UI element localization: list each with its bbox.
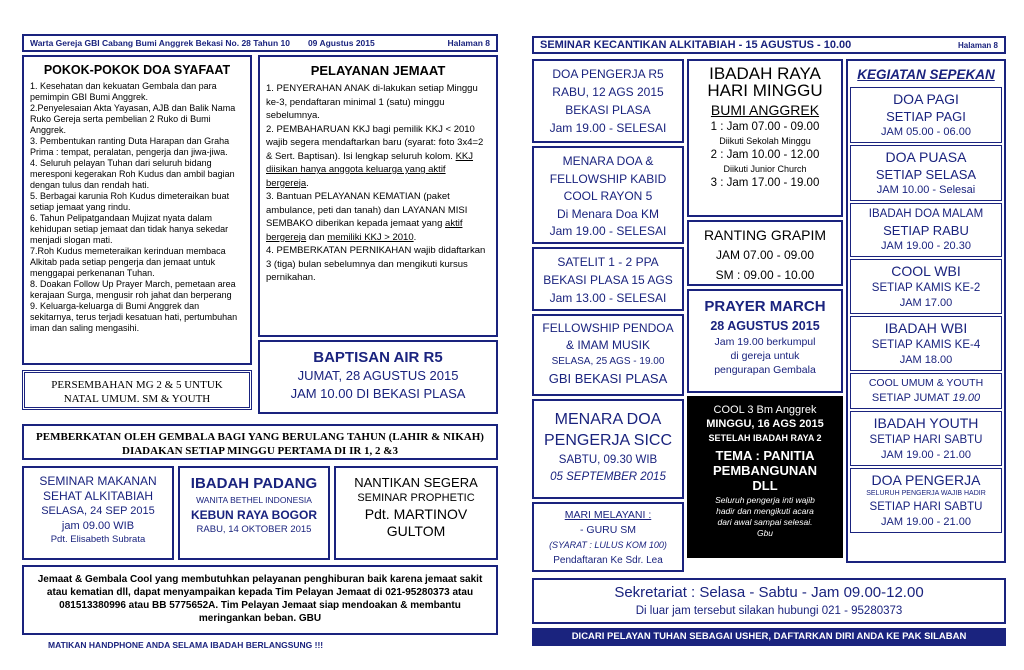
doa-pagi-item: DOA PAGI SETIAP PAGI JAM 05.00 - 06.00 (850, 87, 1002, 143)
list-item: 8. Doakan Follow Up Prayer March, pemetaan area kerajaan Surga, mengusir roh jahat dan berperang (30, 279, 236, 300)
mari-melayani-box (532, 502, 684, 572)
ibadah-padang-place: KEBUN RAYA BOGOR (190, 508, 318, 522)
seminar-makanan-title-1: SEMINAR MAKANAN (39, 474, 157, 488)
doa-pengerja-r5-l4: Jam 19.00 - SELESAI (549, 121, 667, 135)
ibadah-padang-org: WANITA BETHEL INDONESIA (196, 495, 312, 505)
ibadah-raya-box (687, 59, 843, 217)
mari-l3: (SYARAT : LULUS KOM 100) (549, 540, 667, 550)
usher-footer (532, 628, 1006, 646)
ibadah-raya-t3: BUMI ANGGREK (710, 102, 820, 118)
doa-pengerja-r5-l2: RABU, 12 AGS 2015 (552, 85, 664, 99)
pemberkatan-text: PEMBERKATAN OLEH GEMBALA BAGI YANG BERULANG TAHUN (LAHIR & NIKAH) DIADAKAN SETIAP MINGGU PERTAMA DI IR 1, 2 &3 (36, 431, 484, 457)
ibadah-raya-s1: 1 : Jam 07.00 - 09.00 (710, 121, 820, 133)
cool3-n1: Seluruh pengerja inti wajib (715, 495, 815, 505)
mari-l1: MARI MELAYANI : (564, 509, 652, 521)
list-item: 7.Roh Kudus memeteraikan kerinduan membaca Alkitab pada setiap pengerja dan jemaat untuk menggapai perkenanan Tuhan. (30, 246, 226, 278)
ibadah-padang-title: IBADAH PADANG (190, 475, 318, 492)
newsletter-title: Warta Gereja GBI Cabang Bumi Anggrek Bekasi No. 28 Tahun 10 (30, 38, 290, 48)
ranting-l1: JAM 07.00 - 09.00 (715, 248, 815, 262)
baptisan-title: BAPTISAN AIR R5 (313, 349, 443, 366)
fellowship-pendoa-l4: GBI BEKASI PLASA (548, 371, 668, 386)
seminar-makanan-title-2: SEHAT ALKITABIAH (42, 489, 154, 503)
sekretariat-l2: Di luar jam tersebut silakan hubungi 021 - 95280373 (635, 605, 903, 617)
sekretariat-box (532, 578, 1006, 624)
prayer-march-l1: Jam 19.00 berkumpul (714, 336, 816, 348)
ibadah-wbi-item: IBADAH WBI SETIAP KAMIS KE-4 JAM 18.00 (850, 316, 1002, 371)
doa-malam-item: IBADAH DOA MALAM SETIAP RABU JAM 19.00 - 20.30 (850, 203, 1002, 257)
menara-kabid-l2: FELLOWSHIP KABID (549, 171, 667, 186)
cool3-box (687, 396, 843, 558)
doa-pengerja-r5-box (532, 59, 684, 143)
menara-sicc-l3: SABTU, 09.30 WIB (558, 454, 658, 466)
list-item: 3. Pembentukan ranting Duta Harapan dan Graha Prima : tempat, peralatan, pengerja dan jiwa-jiwa. (30, 136, 230, 157)
ranting-l2: SM : 09.00 - 10.00 (715, 268, 815, 282)
kegiatan-sepekan-box (846, 59, 1006, 563)
menara-sicc-l1: MENARA DOA (554, 411, 662, 428)
kegiatan-title: KEGIATAN SEPEKAN (857, 67, 995, 82)
left-footer (48, 640, 323, 650)
nantikan-box (334, 466, 498, 560)
nantikan-title: NANTIKAN SEGERA (354, 475, 478, 490)
menara-sicc-box (532, 399, 684, 499)
ibadah-padang-date: RABU, 14 OKTOBER 2015 (196, 524, 312, 535)
persembahan-box (22, 370, 252, 410)
cool3-n3: dari awal sampai selesai. (717, 517, 813, 527)
seminar-makanan-date: SELASA, 24 SEP 2015 (41, 505, 155, 517)
ibadah-padang-box (178, 466, 330, 560)
ibadah-raya-s2n: Diikuti Junior Church (723, 164, 807, 174)
pelayanan-jemaat-box (258, 55, 498, 337)
baptisan-box (258, 340, 498, 414)
left-header (22, 34, 498, 52)
seminar-kecantikan-banner: SEMINAR KECANTIKAN ALKITABIAH - 15 AGUSTUS - 10.00 (540, 39, 852, 51)
list-item: 1. Kesehatan dan kekuatan Gembala dan para pemimpin GBI Bumi Anggrek. (30, 81, 217, 102)
nantikan-name-1: Pdt. MARTINOV (364, 506, 468, 522)
handphone-notice: MATIKAN HANDPHONE ANDA SELAMA IBADAH BERLANGSUNG !!! (48, 640, 324, 650)
fellowship-pendoa-l2: & IMAM MUSIK (565, 338, 650, 352)
ibadah-youth-item: IBADAH YOUTH SETIAP HARI SABTU JAM 19.00 - 21.00 (850, 411, 1002, 466)
prayer-march-l3: pengurapan Gembala (714, 364, 816, 376)
doa-puasa-item: DOA PUASA SETIAP SELASA JAM 10.00 - Selesai (850, 145, 1002, 201)
pelayanan-item-3: 3. Bantuan PELAYANAN KEMATIAN (paket ambulance, peti dan tanah) dan LAYANAN MISI SEMBAKO diberikan kepada jemaat yang aktif bergereja dan memiliki KKJ > 2010. (266, 191, 468, 243)
fellowship-pendoa-l3: SELASA, 25 AGS - 19.00 (551, 356, 665, 367)
list-item: 5. Berbagai karunia Roh Kudus dimeteraikan buat setiap jemaat yang rindu. (30, 191, 230, 212)
right-header (532, 36, 1006, 54)
prayer-march-date: 28 AGUSTUS 2015 (710, 319, 820, 333)
page-number: Halaman 8 (447, 38, 490, 48)
right-page-number: Halaman 8 (957, 40, 998, 50)
satelit-box (532, 247, 684, 311)
cool3-l3: SETELAH IBADAH RAYA 2 (708, 433, 822, 443)
cool3-t2: PEMBANGUNAN (713, 463, 817, 478)
menara-kabid-l1: MENARA DOA & (562, 154, 654, 168)
sekretariat-l1: Sekretariat : Selasa - Sabtu - Jam 09.00-12.00 (614, 584, 924, 601)
prayer-march-box (687, 289, 843, 393)
persembahan-text: PERSEMBAHAN MG 2 & 5 UNTUK NATAL UMUM. SM & YOUTH (51, 379, 223, 405)
cool3-t1: TEMA : PANITIA (715, 448, 815, 463)
menara-kabid-l3: COOL RAYON 5 (563, 189, 653, 203)
fellowship-pendoa-box (532, 314, 684, 396)
menara-kabid-box (532, 146, 684, 244)
fellowship-pendoa-l1: FELLOWSHIP PENDOA (542, 321, 674, 335)
ibadah-raya-t2: HARI MINGGU (707, 81, 823, 100)
menara-sicc-l4: 05 SEPTEMBER 2015 (550, 471, 666, 483)
seminar-makanan-speaker: Pdt. Elisabeth Subrata (50, 534, 146, 545)
ibadah-raya-s2: 2 : Jam 10.00 - 12.00 (710, 149, 820, 161)
ibadah-raya-s1n: Diikuti Sekolah Minggu (719, 136, 811, 146)
seminar-makanan-box (22, 466, 174, 560)
doa-pengerja-r5-l1: DOA PENGERJA R5 (552, 67, 664, 81)
newsletter-date: 09 Agustus 2015 (307, 38, 375, 48)
prayer-march-title: PRAYER MARCH (704, 298, 826, 315)
satelit-l1: SATELIT 1 - 2 PPA (557, 255, 659, 269)
nantikan-name-2: GULTOM (386, 523, 446, 539)
seminar-makanan-time: jam 09.00 WIB (61, 520, 135, 532)
prayer-march-l2: di gereja untuk (730, 350, 800, 362)
cool3-l1: COOL 3 Bm Anggrek (713, 404, 817, 416)
baptisan-time: JAM 10.00 DI BEKASI PLASA (290, 386, 466, 401)
doa-pengerja-r5-l3: BEKASI PLASA (565, 103, 651, 117)
mari-l4: Pendaftaran Ke Sdr. Lea (553, 555, 663, 566)
pemberkatan-box (22, 424, 498, 460)
cool3-t3: DLL (752, 478, 778, 493)
menara-kabid-l5: Jam 19.00 - SELESAI (549, 224, 667, 238)
doa-syafaat-list (30, 81, 244, 334)
satelit-l2: BEKASI PLASA 15 AGS (543, 273, 673, 287)
menara-kabid-l4: Di Menara Doa KM (556, 206, 660, 221)
mari-l2: - GURU SM (580, 524, 636, 536)
pelayanan-title-text: PELAYANAN JEMAAT (310, 63, 446, 78)
list-item: 9. Keluarga-keluarga di Bumi Anggrek dan sekitarnya, terus terjadi kesatuan hati, pertumbuhan iman dan saling mengasihi. (30, 301, 238, 333)
menara-sicc-l2: PENGERJA SICC (543, 432, 673, 449)
doa-pengerja-item: DOA PENGERJA SELURUH PENGERJA WAJIB HADIR SETIAP HARI SABTU JAM 19.00 - 21.00 (850, 468, 1002, 533)
list-item: 6. Tahun Pelipatgandaan Mujizat nyata dalam kehidupan setiap jemaat dan tidak hanya sekedar menjadi slogan mati. (30, 213, 229, 245)
cool3-n4: Gbu (756, 528, 774, 538)
cool-umum-item: COOL UMUM & YOUTH SETIAP JUMAT 19.00 (850, 373, 1002, 409)
cool3-n2: hadir dan mengikuti acara (716, 506, 814, 516)
pelayanan-item-1: 1. PENYERAHAN ANAK di-lakukan setiap Minggu ke-3, pendaftaran minimal 1 (satu) minggu sebelumnya. (266, 83, 478, 121)
list-item: 4. Seluruh pelayan Tuhan dari seluruh bidang meresponi kegerakan Roh Kudus dan ambil bagian dengan tulus dan rendah hati. (30, 158, 235, 190)
satelit-l3: Jam 13.00 - SELESAI (549, 291, 667, 305)
penghiburan-text: Jemaat & Gembala Cool yang membutuhkan pelayanan penghiburan baik karena jemaat sakit atau kematian dll, dapat menyampaikan kepada Tim Pelayan Jemaat di 021-95280373 atau 081513380996 atau BB 5775652A. Tim Pelayan Jemaat siap mendoakan & membantu meringankan beban. GBU (37, 574, 483, 624)
list-item: 2.Penyelesaian Akta Yayasan, AJB dan Balik Nama Ruko Gereja serta pembelian 2 Ruko di Bumi Anggrek. (30, 103, 236, 135)
usher-notice: DICARI PELAYAN TUHAN SEBAGAI USHER, DAFTARKAN DIRI ANDA KE PAK SILABAN (571, 631, 967, 642)
ibadah-raya-t1: IBADAH RAYA (709, 64, 821, 83)
doa-syafaat-title: POKOK-POKOK DOA SYAFAAT (43, 63, 231, 77)
nantikan-sub: SEMINAR PROPHETIC (357, 492, 475, 504)
baptisan-date: JUMAT, 28 AGUSTUS 2015 (297, 368, 459, 383)
penghiburan-box (22, 565, 498, 635)
cool-wbi-item: COOL WBI SETIAP KAMIS KE-2 JAM 17.00 (850, 259, 1002, 314)
pelayanan-item-4: 4. PEMBERKATAN PERNIKAHAN wajib didaftarkan 3 (tiga) bulan sebelumnya dan mengikuti kursus pernikahan. (266, 245, 486, 283)
pelayanan-title (266, 63, 490, 78)
ibadah-raya-s3: 3 : Jam 17.00 - 19.00 (710, 177, 820, 189)
ranting-title: RANTING GRAPIM (703, 227, 827, 243)
ranting-box (687, 220, 843, 286)
pelayanan-item-2: 2. PEMBAHARUAN KKJ bagi pemilik KKJ < 2010 wajib segera mendaftarkan baru (syarat: foto 3x4=2 & Sert. Baptisan). Isi lengkap seluruh kolom. KKJ diisikan hanya anggota keluarga yang aktif bergereja. (266, 123, 484, 189)
doa-syafaat-box (22, 55, 252, 365)
cool3-l2: MINGGU, 16 AGS 2015 (706, 418, 824, 430)
